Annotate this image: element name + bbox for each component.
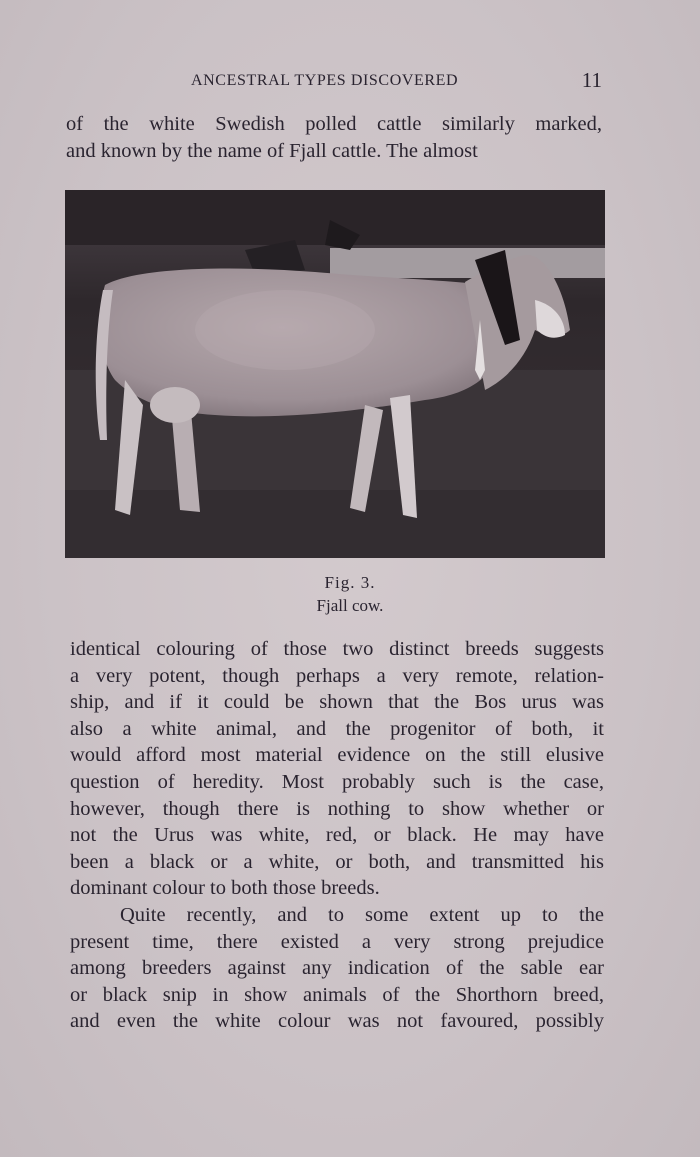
text-line: ship, and if it could be shown that the Bos urus was	[70, 691, 604, 714]
text-line: however, though there is nothing to show whether or	[70, 797, 604, 820]
fjall-cow-photo	[65, 190, 605, 558]
text-line: and known by the name of Fjall cattle. The almost	[66, 139, 478, 162]
text-line: question of heredity. Most probably such is the case,	[70, 770, 604, 793]
running-title: ANCESTRAL TYPES DISCOVERED	[191, 72, 459, 89]
text-line: and even the white colour was not favoured, possibly	[70, 1010, 604, 1033]
text-line: a very potent, though perhaps a very remote, relation-	[70, 664, 604, 687]
text-line: dominant colour to both those breeds.	[70, 877, 380, 900]
top-paragraph	[66, 111, 602, 164]
figure-caption: Fjall cow.	[316, 596, 384, 615]
text-line: of the white Swedish polled cattle similarly marked,	[66, 113, 602, 135]
text-line: present time, there existed a very strong prejudice	[70, 930, 604, 953]
text-line: been a black or a white, or both, and transmitted his	[70, 850, 604, 873]
text-line: or black snip in show animals of the Shorthorn breed,	[70, 983, 604, 1006]
cow-photo-image	[65, 190, 605, 558]
text-line: Quite recently, and to some extent up to the	[120, 903, 604, 926]
text-line: among breeders against any indication of the sable ear	[70, 957, 604, 980]
text-line: identical colouring of those two distinct breeds suggests	[70, 638, 604, 660]
text-line: not the Urus was white, red, or black. He may have	[70, 824, 604, 847]
body-text	[70, 636, 604, 1035]
text-line: would afford most material evidence on the still elusive	[70, 744, 604, 767]
text-line: also a white animal, and the progenitor of both, it	[70, 717, 604, 740]
figure-label: Fig. 3.	[324, 573, 376, 592]
page-number: 11	[581, 68, 602, 92]
running-head	[66, 70, 602, 96]
